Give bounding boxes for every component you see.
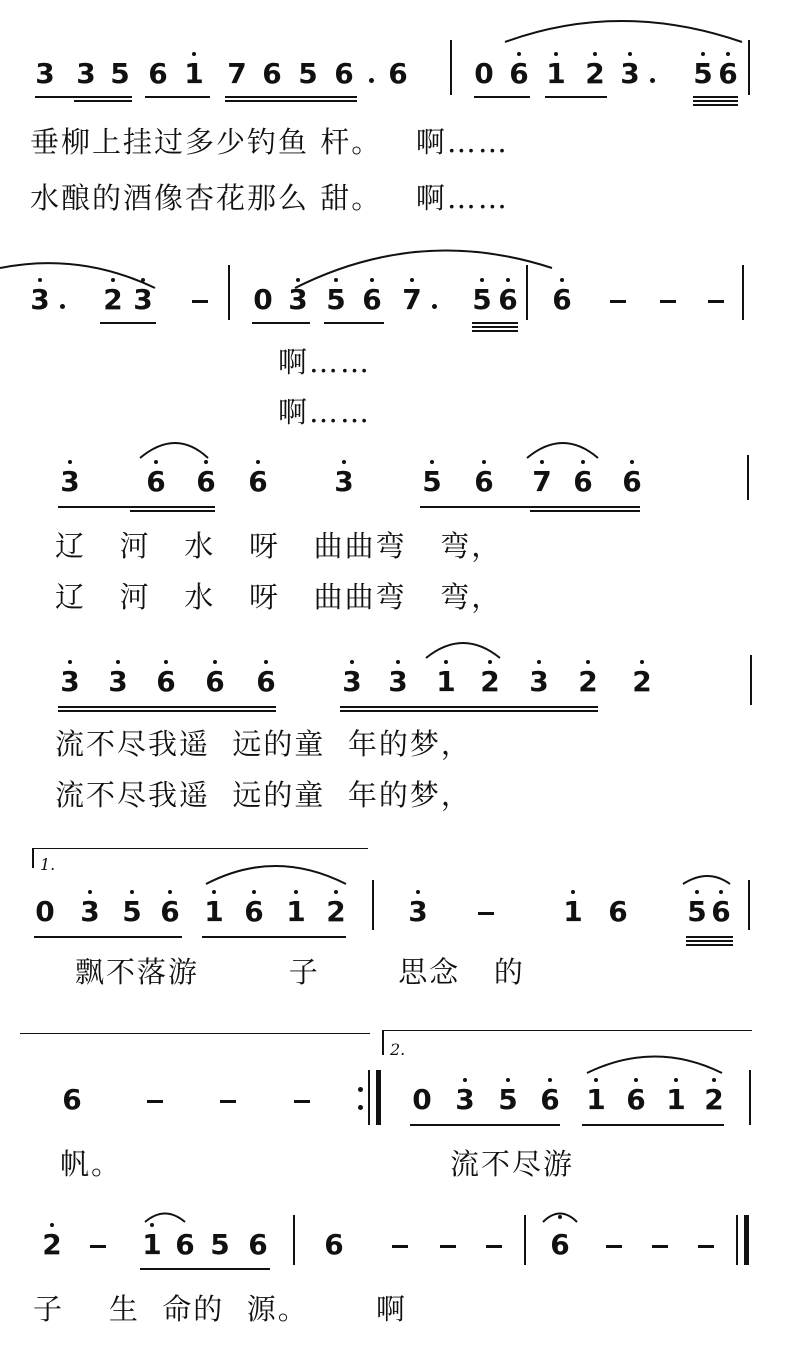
- note: 7: [227, 57, 247, 90]
- note: 3: [288, 283, 308, 316]
- octave-dot: [640, 660, 644, 664]
- beam: [225, 100, 357, 102]
- note: 1: [563, 895, 583, 928]
- octave-dot: [571, 890, 575, 894]
- lyric-line-3a: 辽 河 水 呀 曲曲弯 弯，: [55, 529, 503, 563]
- note: 6: [552, 283, 572, 316]
- octave-dot: [581, 460, 585, 464]
- octave-dot: [252, 890, 256, 894]
- note: 0: [253, 283, 273, 316]
- beam: [420, 506, 640, 508]
- note: 3: [334, 465, 354, 498]
- octave-dot: [334, 278, 338, 282]
- octave-dot: [370, 278, 374, 282]
- note: 0: [474, 57, 494, 90]
- note: 5: [422, 465, 442, 498]
- slur: [0, 263, 155, 288]
- barline: [744, 1215, 749, 1265]
- lyric-line-2b: 啊……: [278, 395, 372, 429]
- note: 3: [529, 665, 549, 698]
- barline: [526, 265, 528, 320]
- beam: [686, 936, 733, 938]
- octave-dot: [506, 1078, 510, 1082]
- dash: [698, 1245, 714, 1248]
- dash: [220, 1100, 236, 1103]
- note: 6: [622, 465, 642, 498]
- note: 6: [550, 1228, 570, 1261]
- octave-dot: [111, 278, 115, 282]
- dash: [486, 1245, 502, 1248]
- note: 0: [412, 1083, 432, 1116]
- octave-dot: [68, 660, 72, 664]
- note: 1: [666, 1083, 686, 1116]
- beam: [410, 1124, 560, 1126]
- beam: [58, 710, 276, 712]
- note: 6: [160, 895, 180, 928]
- slur: [145, 1214, 185, 1223]
- note: 2: [585, 57, 605, 90]
- note: 2: [480, 665, 500, 698]
- note: 3: [133, 283, 153, 316]
- barline: [749, 1070, 751, 1125]
- note: 6: [498, 283, 518, 316]
- lyric-line-1b: 水酿的酒像杏花那么 甜。 啊……: [30, 181, 509, 215]
- beam: [225, 96, 357, 98]
- octave-dot: [488, 660, 492, 664]
- octave-dot: [264, 660, 268, 664]
- octave-dot: [150, 1223, 154, 1227]
- lyric-line-5: 飘不落游 子 思念 的: [75, 955, 525, 989]
- beam: [472, 322, 518, 324]
- note: 3: [35, 57, 55, 90]
- beam: [140, 1268, 270, 1270]
- volta-line: [32, 848, 368, 849]
- lyric-line-7: 子 生 命的 源。 啊: [33, 1292, 408, 1326]
- barline: [524, 1215, 526, 1265]
- lyric-line-4a: 流不尽我遥 远的童 年的梦，: [55, 727, 472, 761]
- octave-dot: [701, 52, 705, 56]
- separator-line: [20, 1033, 370, 1034]
- octave-dot: [350, 660, 354, 664]
- repeat-dot: [358, 1105, 363, 1110]
- note: 6: [540, 1083, 560, 1116]
- note: 2: [632, 665, 652, 698]
- octave-dot: [517, 52, 521, 56]
- note: 1: [286, 895, 306, 928]
- note: 3: [30, 283, 50, 316]
- augmentation-dot: [650, 78, 655, 83]
- octave-dot: [430, 460, 434, 464]
- octave-dot: [88, 890, 92, 894]
- note: 3: [620, 57, 640, 90]
- barline: [742, 265, 744, 320]
- note: 6: [248, 465, 268, 498]
- octave-dot: [548, 1078, 552, 1082]
- note: 6: [362, 283, 382, 316]
- octave-dot: [463, 1078, 467, 1082]
- octave-dot: [256, 460, 260, 464]
- dash: [660, 300, 676, 303]
- note: 6: [509, 57, 529, 90]
- note: 7: [532, 465, 552, 498]
- lyric-line-4b: 流不尽我遥 远的童 年的梦，: [55, 778, 472, 812]
- slur: [527, 443, 598, 458]
- volta-1-label: 1.: [40, 855, 56, 874]
- dash: [192, 300, 208, 303]
- slur: [587, 1057, 722, 1074]
- beam: [472, 326, 518, 328]
- note: 6: [262, 57, 282, 90]
- octave-dot: [695, 890, 699, 894]
- beam: [58, 706, 276, 708]
- octave-dot: [154, 460, 158, 464]
- beam: [693, 104, 738, 106]
- note: 1: [586, 1083, 606, 1116]
- note: 2: [578, 665, 598, 698]
- beam: [472, 330, 518, 332]
- beam: [686, 940, 733, 942]
- beam: [340, 706, 598, 708]
- note: 3: [76, 57, 96, 90]
- volta-bracket: [32, 848, 34, 868]
- note: 5: [472, 283, 492, 316]
- octave-dot: [342, 460, 346, 464]
- note: 1: [546, 57, 566, 90]
- note: 0: [35, 895, 55, 928]
- barline: [372, 880, 374, 930]
- note: 5: [326, 283, 346, 316]
- octave-dot: [396, 660, 400, 664]
- note: 3: [108, 665, 128, 698]
- slur: [683, 876, 730, 884]
- beam: [474, 96, 530, 98]
- octave-dot: [204, 460, 208, 464]
- octave-dot: [560, 278, 564, 282]
- octave-dot: [50, 1223, 54, 1227]
- octave-dot: [506, 278, 510, 282]
- octave-dot: [712, 1078, 716, 1082]
- beam: [145, 96, 210, 98]
- octave-dot: [444, 660, 448, 664]
- beam: [34, 936, 182, 938]
- barline: [228, 265, 230, 320]
- barline: [750, 655, 752, 705]
- note: 6: [626, 1083, 646, 1116]
- octave-dot: [726, 52, 730, 56]
- lyric-line-6b: 流不尽游: [450, 1147, 575, 1181]
- slur: [426, 643, 500, 658]
- note: 3: [408, 895, 428, 928]
- octave-dot: [480, 278, 484, 282]
- barline: [450, 40, 452, 95]
- barline: [376, 1070, 381, 1125]
- note: 7: [402, 283, 422, 316]
- beam: [324, 322, 384, 324]
- octave-dot: [416, 890, 420, 894]
- octave-dot: [164, 660, 168, 664]
- note: 5: [122, 895, 142, 928]
- beam: [693, 100, 738, 102]
- note: 1: [184, 57, 204, 90]
- octave-dot: [116, 660, 120, 664]
- note: 6: [148, 57, 168, 90]
- barline: [748, 880, 750, 930]
- dash: [294, 1100, 310, 1103]
- repeat-dot: [358, 1087, 363, 1092]
- octave-dot: [719, 890, 723, 894]
- dash: [147, 1100, 163, 1103]
- note: 2: [42, 1228, 62, 1261]
- octave-dot: [634, 1078, 638, 1082]
- note: 2: [704, 1083, 724, 1116]
- note: 6: [196, 465, 216, 498]
- octave-dot: [628, 52, 632, 56]
- octave-dot: [213, 660, 217, 664]
- barline: [736, 1215, 738, 1265]
- note: 3: [455, 1083, 475, 1116]
- note: 1: [204, 895, 224, 928]
- note: 1: [142, 1228, 162, 1261]
- octave-dot: [212, 890, 216, 894]
- fermata: [543, 1214, 577, 1223]
- note: 6: [711, 895, 731, 928]
- note: 6: [474, 465, 494, 498]
- dash: [440, 1245, 456, 1248]
- note: 6: [205, 665, 225, 698]
- slur: [206, 866, 346, 884]
- barline: [293, 1215, 295, 1265]
- beam: [582, 1124, 724, 1126]
- octave-dot: [540, 460, 544, 464]
- note: 6: [388, 57, 408, 90]
- note: 6: [62, 1083, 82, 1116]
- beam: [686, 944, 733, 946]
- octave-dot: [38, 278, 42, 282]
- note: 6: [256, 665, 276, 698]
- note: 6: [573, 465, 593, 498]
- lyric-line-1a: 垂柳上挂过多少钓鱼 杆。 啊……: [30, 125, 509, 159]
- note: 5: [693, 57, 713, 90]
- octave-dot: [410, 278, 414, 282]
- note: 6: [324, 1228, 344, 1261]
- octave-dot: [68, 460, 72, 464]
- lyric-line-6a: 帆。: [60, 1147, 123, 1181]
- note: 5: [298, 57, 318, 90]
- barline: [368, 1070, 370, 1125]
- volta-bracket: [382, 1030, 384, 1055]
- dash: [392, 1245, 408, 1248]
- octave-dot: [482, 460, 486, 464]
- octave-dot: [586, 660, 590, 664]
- slur: [505, 21, 742, 42]
- note: 6: [334, 57, 354, 90]
- beam: [693, 96, 738, 98]
- note: 5: [498, 1083, 518, 1116]
- octave-dot: [674, 1078, 678, 1082]
- octave-dot: [294, 890, 298, 894]
- note: 3: [80, 895, 100, 928]
- beam: [202, 936, 346, 938]
- augmentation-dot: [60, 304, 65, 309]
- note: 6: [146, 465, 166, 498]
- note: 6: [156, 665, 176, 698]
- octave-dot: [296, 278, 300, 282]
- note: 3: [342, 665, 362, 698]
- beam: [545, 96, 607, 98]
- lyric-line-2a: 啊……: [278, 345, 372, 379]
- note: 3: [388, 665, 408, 698]
- dash: [478, 912, 494, 915]
- lyric-line-3b: 辽 河 水 呀 曲曲弯 弯，: [55, 580, 503, 614]
- note: 5: [110, 57, 130, 90]
- volta-2-label: 2.: [390, 1040, 406, 1059]
- beam: [530, 510, 640, 512]
- beam: [130, 510, 215, 512]
- octave-dot: [594, 1078, 598, 1082]
- note: 2: [326, 895, 346, 928]
- note: 6: [175, 1228, 195, 1261]
- dash: [652, 1245, 668, 1248]
- augmentation-dot: [369, 78, 374, 83]
- dash: [90, 1245, 106, 1248]
- note: 5: [687, 895, 707, 928]
- dash: [606, 1245, 622, 1248]
- note: 6: [608, 895, 628, 928]
- octave-dot: [630, 460, 634, 464]
- beam: [35, 96, 132, 98]
- note: 6: [244, 895, 264, 928]
- barline: [748, 40, 750, 95]
- note: 6: [248, 1228, 268, 1261]
- octave-dot: [334, 890, 338, 894]
- octave-dot: [168, 890, 172, 894]
- beam: [340, 710, 598, 712]
- octave-dot: [141, 278, 145, 282]
- octave-dot: [130, 890, 134, 894]
- octave-dot: [192, 52, 196, 56]
- augmentation-dot: [432, 304, 437, 309]
- dash: [708, 300, 724, 303]
- slur: [140, 443, 208, 458]
- note: 3: [60, 665, 80, 698]
- beam: [58, 506, 215, 508]
- octave-dot: [554, 52, 558, 56]
- note: 6: [718, 57, 738, 90]
- note: 2: [103, 283, 123, 316]
- note: 5: [210, 1228, 230, 1261]
- beam: [100, 322, 156, 324]
- fermata-dot: [558, 1215, 562, 1219]
- octave-dot: [537, 660, 541, 664]
- note: 1: [436, 665, 456, 698]
- dash: [610, 300, 626, 303]
- beam: [74, 100, 132, 102]
- volta-line: [382, 1030, 752, 1031]
- barline: [747, 455, 749, 500]
- note: 3: [60, 465, 80, 498]
- octave-dot: [593, 52, 597, 56]
- beam: [252, 322, 310, 324]
